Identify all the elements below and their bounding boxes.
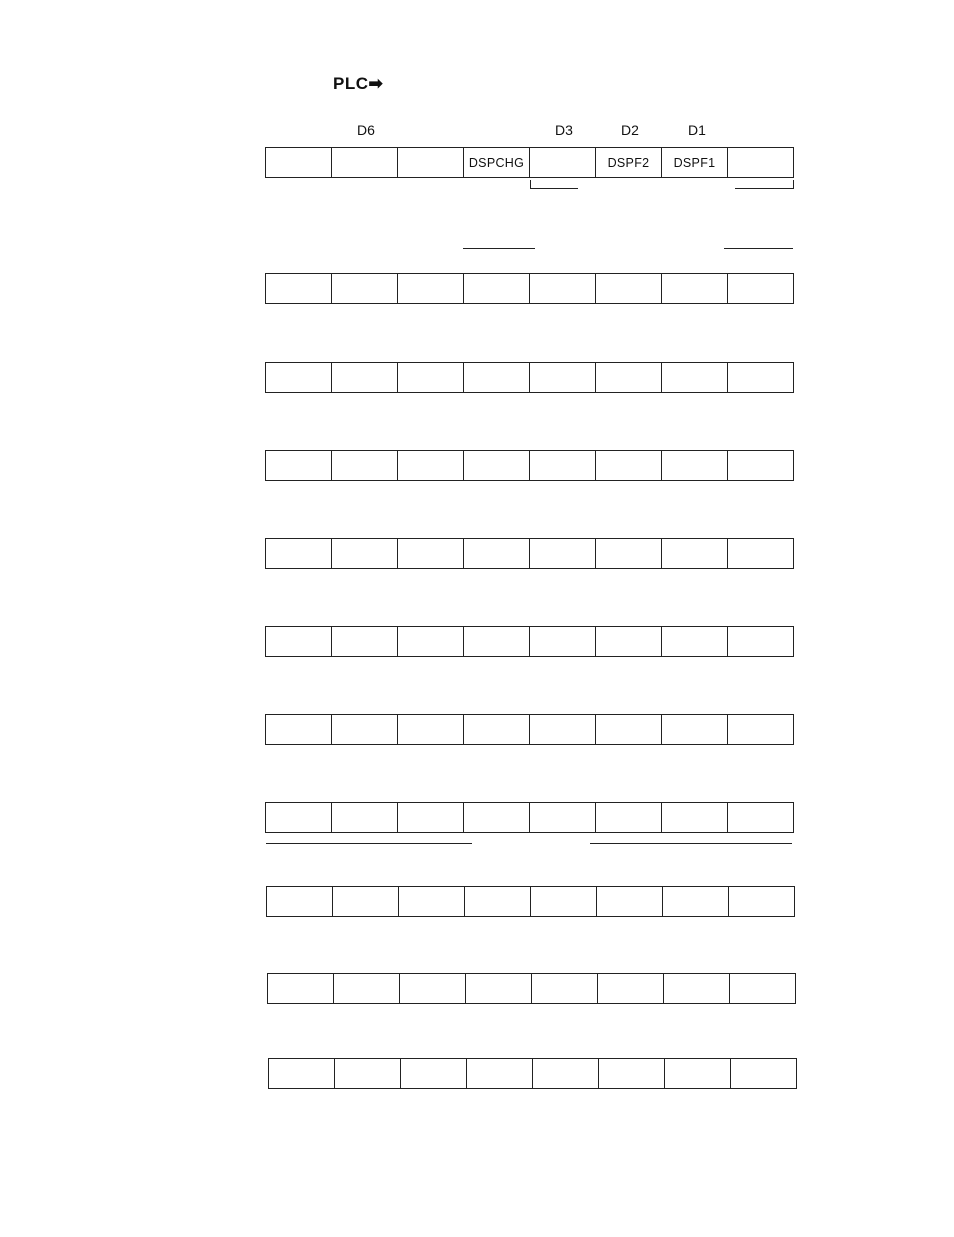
register-cell — [595, 715, 661, 744]
register-cell — [597, 974, 663, 1003]
register-cell — [463, 539, 529, 568]
register-cell — [529, 451, 595, 480]
register-cell — [463, 451, 529, 480]
bit-label-d3: D3 — [555, 122, 573, 138]
register-cell — [464, 887, 530, 916]
register-cell — [266, 715, 331, 744]
register-cell — [397, 627, 463, 656]
register-cell — [661, 627, 727, 656]
register-cell — [661, 803, 727, 832]
bit-label-d1: D1 — [688, 122, 706, 138]
register-cell — [331, 451, 397, 480]
register-cell — [463, 274, 529, 303]
register-cell: DSPCHG — [463, 148, 529, 177]
register-cell — [595, 363, 661, 392]
register-cell — [595, 627, 661, 656]
page-heading: PLC➡ — [333, 74, 384, 93]
register-cell — [661, 451, 727, 480]
register-cell — [727, 274, 793, 303]
register-cell — [529, 363, 595, 392]
register-cell — [331, 363, 397, 392]
register-cell — [266, 148, 331, 177]
register-cell — [463, 803, 529, 832]
register-cell — [334, 1059, 400, 1088]
register-cell — [266, 363, 331, 392]
divider-right — [590, 843, 792, 844]
overline-d4 — [463, 248, 535, 249]
register-cell — [267, 887, 332, 916]
register-cell — [398, 887, 464, 916]
register-cell — [397, 715, 463, 744]
register-cell — [727, 451, 793, 480]
register-cell — [727, 715, 793, 744]
register-cell — [399, 974, 465, 1003]
register-cell — [266, 539, 331, 568]
register-cell — [331, 274, 397, 303]
register-row — [265, 273, 794, 304]
register-cell — [728, 887, 794, 916]
register-cell — [332, 887, 398, 916]
bracket-tick-d3 — [530, 180, 531, 189]
register-cell — [266, 627, 331, 656]
register-cell — [463, 363, 529, 392]
register-cell — [727, 539, 793, 568]
register-cell — [529, 148, 595, 177]
bracket-line-d3 — [530, 188, 578, 189]
register-cell — [595, 274, 661, 303]
register-cell — [463, 715, 529, 744]
register-cell — [529, 539, 595, 568]
register-cell — [661, 715, 727, 744]
register-row — [265, 802, 794, 833]
register-cell — [727, 627, 793, 656]
overline-d0 — [724, 248, 793, 249]
register-cell: DSPF1 — [661, 148, 727, 177]
register-cell — [596, 887, 662, 916]
register-cell — [397, 274, 463, 303]
register-row — [267, 973, 796, 1004]
register-cell — [397, 803, 463, 832]
register-cell — [730, 1059, 796, 1088]
register-cell — [331, 539, 397, 568]
divider-left — [266, 843, 472, 844]
register-cell — [598, 1059, 664, 1088]
register-cell — [269, 1059, 334, 1088]
register-cell — [266, 803, 331, 832]
register-cell — [661, 363, 727, 392]
register-row — [265, 714, 794, 745]
register-cell — [397, 539, 463, 568]
register-row — [265, 626, 794, 657]
register-cell — [662, 887, 728, 916]
register-row — [268, 1058, 797, 1089]
register-cell — [333, 974, 399, 1003]
register-row — [265, 147, 794, 178]
register-cell — [529, 274, 595, 303]
register-cell — [397, 451, 463, 480]
register-cell — [595, 451, 661, 480]
register-cell — [331, 627, 397, 656]
bracket-line-d0 — [735, 188, 793, 189]
register-row — [265, 538, 794, 569]
register-cell — [331, 803, 397, 832]
register-cell — [664, 1059, 730, 1088]
register-cell — [331, 148, 397, 177]
register-cell — [663, 974, 729, 1003]
register-cell — [400, 1059, 466, 1088]
register-cell — [729, 974, 795, 1003]
bracket-tick-d0 — [793, 180, 794, 189]
register-cell — [727, 803, 793, 832]
bit-label-d6: D6 — [357, 122, 375, 138]
register-cell: DSPF2 — [595, 148, 661, 177]
register-row — [265, 450, 794, 481]
register-cell — [529, 627, 595, 656]
register-cell — [661, 274, 727, 303]
register-cell — [463, 627, 529, 656]
register-cell — [465, 974, 531, 1003]
register-cell — [397, 363, 463, 392]
register-cell — [595, 803, 661, 832]
register-cell — [530, 887, 596, 916]
register-cell — [531, 974, 597, 1003]
register-cell — [466, 1059, 532, 1088]
bit-label-d2: D2 — [621, 122, 639, 138]
register-row — [265, 362, 794, 393]
register-cell — [266, 451, 331, 480]
register-cell — [268, 974, 333, 1003]
register-row — [266, 886, 795, 917]
register-cell — [595, 539, 661, 568]
register-cell — [397, 148, 463, 177]
register-cell — [727, 148, 793, 177]
register-cell — [661, 539, 727, 568]
register-cell — [266, 274, 331, 303]
register-cell — [529, 803, 595, 832]
register-cell — [727, 363, 793, 392]
register-cell — [331, 715, 397, 744]
register-cell — [532, 1059, 598, 1088]
register-cell — [529, 715, 595, 744]
